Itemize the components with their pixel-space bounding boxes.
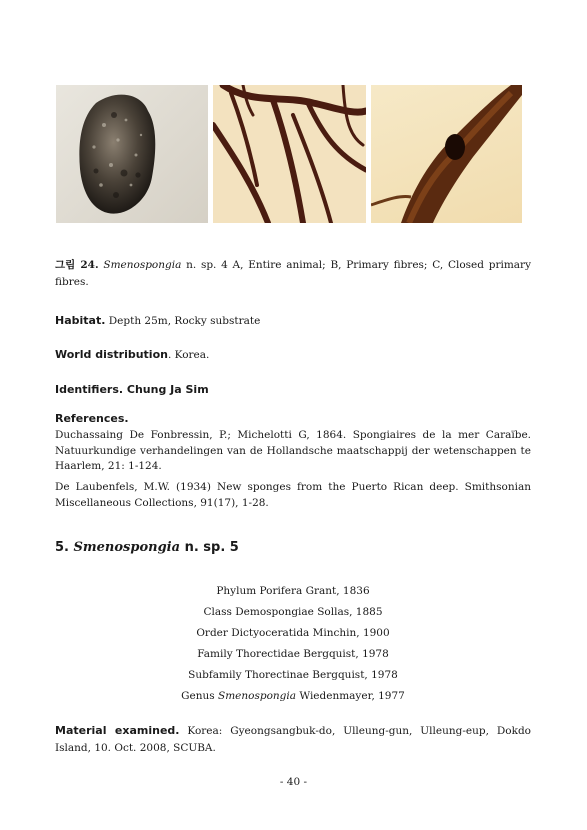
material-text: Korea: Gyeongsangbuk-do, Ulleung-gun, Ulleung-eup, Dokdo Island, 10. Oct. 2008, SCUBA. (55, 725, 531, 754)
taxon-phylum: Phylum Porifera Grant, 1836 (216, 585, 370, 597)
section-heading (55, 540, 239, 555)
entire-animal-photo (56, 85, 208, 223)
habitat-label: Habitat. (55, 314, 106, 327)
primary-fibres-photo (213, 85, 366, 223)
figure-caption (55, 257, 531, 291)
caption-text: n. sp. 4 A, Entire animal; B, Primary fibres; C, Closed primary fibres. (55, 259, 532, 288)
section-genus: Smenospongia (73, 540, 181, 555)
references-heading (55, 410, 531, 428)
identifiers-paragraph (55, 381, 531, 399)
caption-label: 그림 24. (55, 259, 99, 271)
taxon-subfamily: Subfamily Thorectinae Bergquist, 1978 (188, 669, 398, 681)
reference-item: De Laubenfels, M.W. (1934) New sponges from the Puerto Rican deep. Smithsonian Miscellaneous Collections, 91(17), 1-28. (55, 481, 531, 509)
habitat-paragraph (55, 312, 531, 330)
references-label: References. (55, 412, 129, 425)
taxonomy-block (55, 581, 531, 707)
taxon-order: Order Dictyoceratida Minchin, 1900 (196, 627, 390, 639)
closed-primary-fibres-photo (371, 85, 522, 223)
taxon-family: Family Thorectidae Bergquist, 1978 (197, 648, 389, 660)
reference-item: Duchassaing De Fonbressin, P.; Michelotti G, 1864. Spongiaires de la mer Caraïbe. Natuurkundige verhandelingen van de Hollandsche maatschappij der wetenschappen te Haarlem, 21: 1-124. (55, 429, 531, 472)
habitat-text: Depth 25m, Rocky substrate (105, 315, 261, 327)
material-label: Material examined. (55, 724, 180, 737)
taxon-genus (55, 686, 531, 707)
material-paragraph (55, 722, 531, 757)
distribution-paragraph (55, 346, 531, 364)
distribution-text: . Korea. (167, 349, 210, 361)
section-rest: n. sp. 5 (180, 540, 239, 555)
identifiers-label: Identifiers. Chung Ja Sim (55, 383, 209, 396)
section-number: 5. (55, 540, 69, 555)
genus-name: Smenospongia (218, 690, 296, 702)
page-number: - 40 - (279, 776, 308, 788)
taxon-class: Class Demospongiae Sollas, 1885 (203, 606, 383, 618)
caption-genus: Smenospongia (103, 259, 182, 271)
distribution-label: World distribution (55, 348, 168, 361)
genus-prefix: Genus (181, 690, 219, 702)
genus-author: Wiedenmayer, 1977 (296, 690, 405, 702)
